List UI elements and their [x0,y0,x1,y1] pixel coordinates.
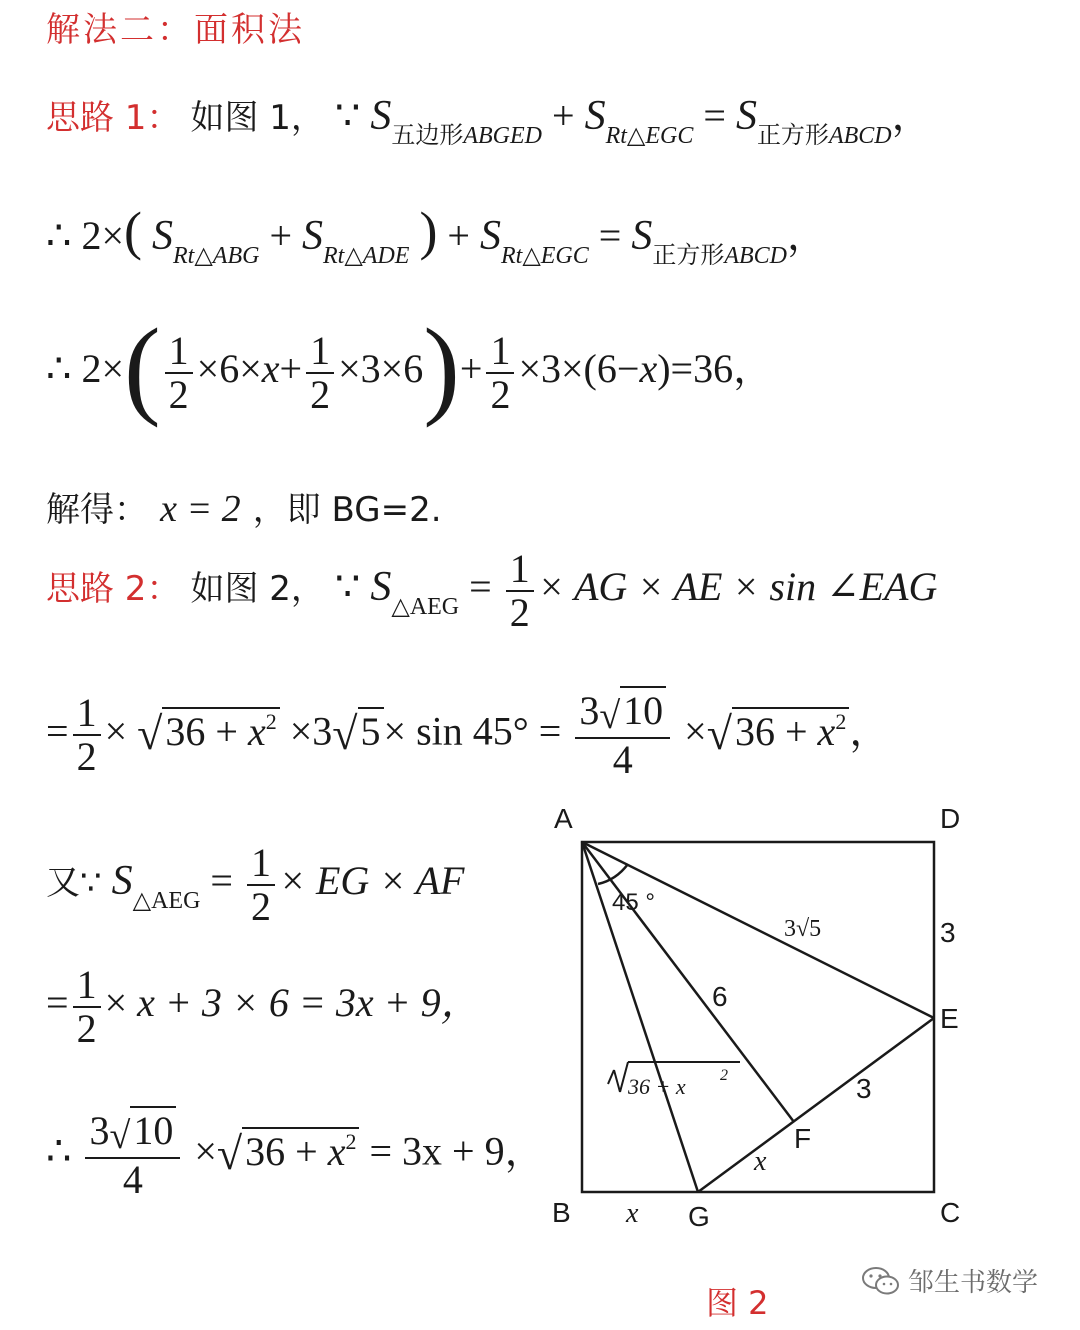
area-symbol: S [370,93,392,139]
label-de: 3 [940,917,956,948]
label-c: C [940,1197,961,1228]
idea2-rhs: × AG × AE × sin ∠EAG [537,564,938,610]
label-bg: x [626,1198,639,1229]
label-g: G [688,1201,710,1232]
therefore-symbol: ∴ [46,346,72,392]
sub-square: 正方形ABCD [756,121,892,149]
label-fg: x [754,1146,767,1177]
sub-rt-abg: Rt△ABG [173,243,260,269]
sub-rt-egc: Rt△EGC [500,243,589,269]
area-symbol: S [735,93,757,139]
label-ag-sup: 2 [720,1067,728,1084]
wechat-icon [860,1265,900,1297]
sub-rt-egc: Rt△EGC [605,123,694,149]
line6-rhs: × EG × AF [278,858,465,904]
again-because: 又∵ [46,863,102,904]
line-7: = $\frac{1}{2}$ × x + 3 × 6 = 3x + 9， [46,962,481,1051]
solve-tail: ，即 BG=2. [252,490,442,530]
line-2: ∴ 2×( $S_{Rt\triangle ABG} + S_{Rt\triangle ADE}$ ) + $S_{Rt\triangle EGC} = S_{正方形ABCD}$， [46,201,828,269]
solve-equation: x = 2 [160,488,241,530]
comma: ， [891,93,932,138]
sin-term: × sin 45° = [383,708,562,754]
solve-label: 解得： [46,490,148,530]
section-heading: 解法二：面积法 [46,10,305,50]
label-ag: 36 + x [628,1074,686,1099]
line-5: = $\frac{1}{2}$ × $√36 + x^2 \times 3√5\times \sin 45^\circ$ = $\frac{3√10}{4}$ $\times√36 + x^2$， [46,688,890,782]
idea1-line: 思路 1： 如图 1， ∵ $S_{五边形ABGED} + S_{Rt\triangle EGC} = S_{正方形ABCD}$， [46,93,932,149]
line7-rhs: x + 3 × 6 = 3x + 9， [137,980,481,1026]
label-ae: 3√5 [784,916,822,942]
geometry-figure [540,800,990,1240]
line-3: ∴ 2×( $\frac{1}{2}$ ×6×x+ $\frac{1}{2}$ ×3×6)+ $\frac{1}{2}$ ×3×(6−x)=36， [46,306,774,428]
figure-caption: 图 2 [706,1284,769,1322]
solve-line [46,482,442,531]
because-symbol: ∵ [334,93,361,138]
line-6: 又∵ $S_{\triangle AEG}$ = $\frac{1}{2}$ × EG × AF [46,840,465,929]
idea1-intro: 如图 1， [190,98,325,138]
watermark-text: 邹生书数学 [908,1268,1039,1298]
line8-rhs: = 3x + 9， [369,1128,545,1174]
sub-rt-ade: Rt△ADE [323,243,410,269]
result-value: 36 [693,346,734,392]
because-symbol: ∵ [334,564,361,610]
idea2-intro: 如图 2， [190,569,325,610]
label-f: F [794,1123,812,1154]
idea1-label: 思路 1： [46,98,181,138]
sub-aeg: △AEG [391,594,460,621]
sub-aeg: △AEG [132,888,201,915]
segment-ae [582,842,934,1018]
sub-square: 正方形ABCD [652,241,788,269]
label-a: A [554,803,573,834]
area-symbol: S [584,93,606,139]
label-d: D [940,803,961,834]
label-b: B [552,1197,571,1228]
line-8: ∴ $\frac{3√10}{4}$ $\times√36 + x^2 = 3x + 9$， [46,1108,545,1202]
segment-ge [698,1018,934,1192]
sub-pentagon: 五边形ABGED [391,121,543,149]
watermark [860,1262,1038,1299]
idea2-line: 思路 2： 如图 2， ∵ $S_{\triangle AEG}$ = $\frac{1}{2}$ × AG × AE × sin ∠EAG [46,546,938,635]
label-angle: 45 ° [612,889,655,916]
segment-af [582,842,794,1122]
therefore-symbol: ∴ [46,1128,72,1174]
idea2-label: 思路 2： [46,569,181,610]
label-af: 6 [712,981,728,1012]
therefore-symbol: ∴ [46,213,72,258]
label-ef: 3 [856,1073,872,1104]
label-e: E [940,1003,959,1034]
